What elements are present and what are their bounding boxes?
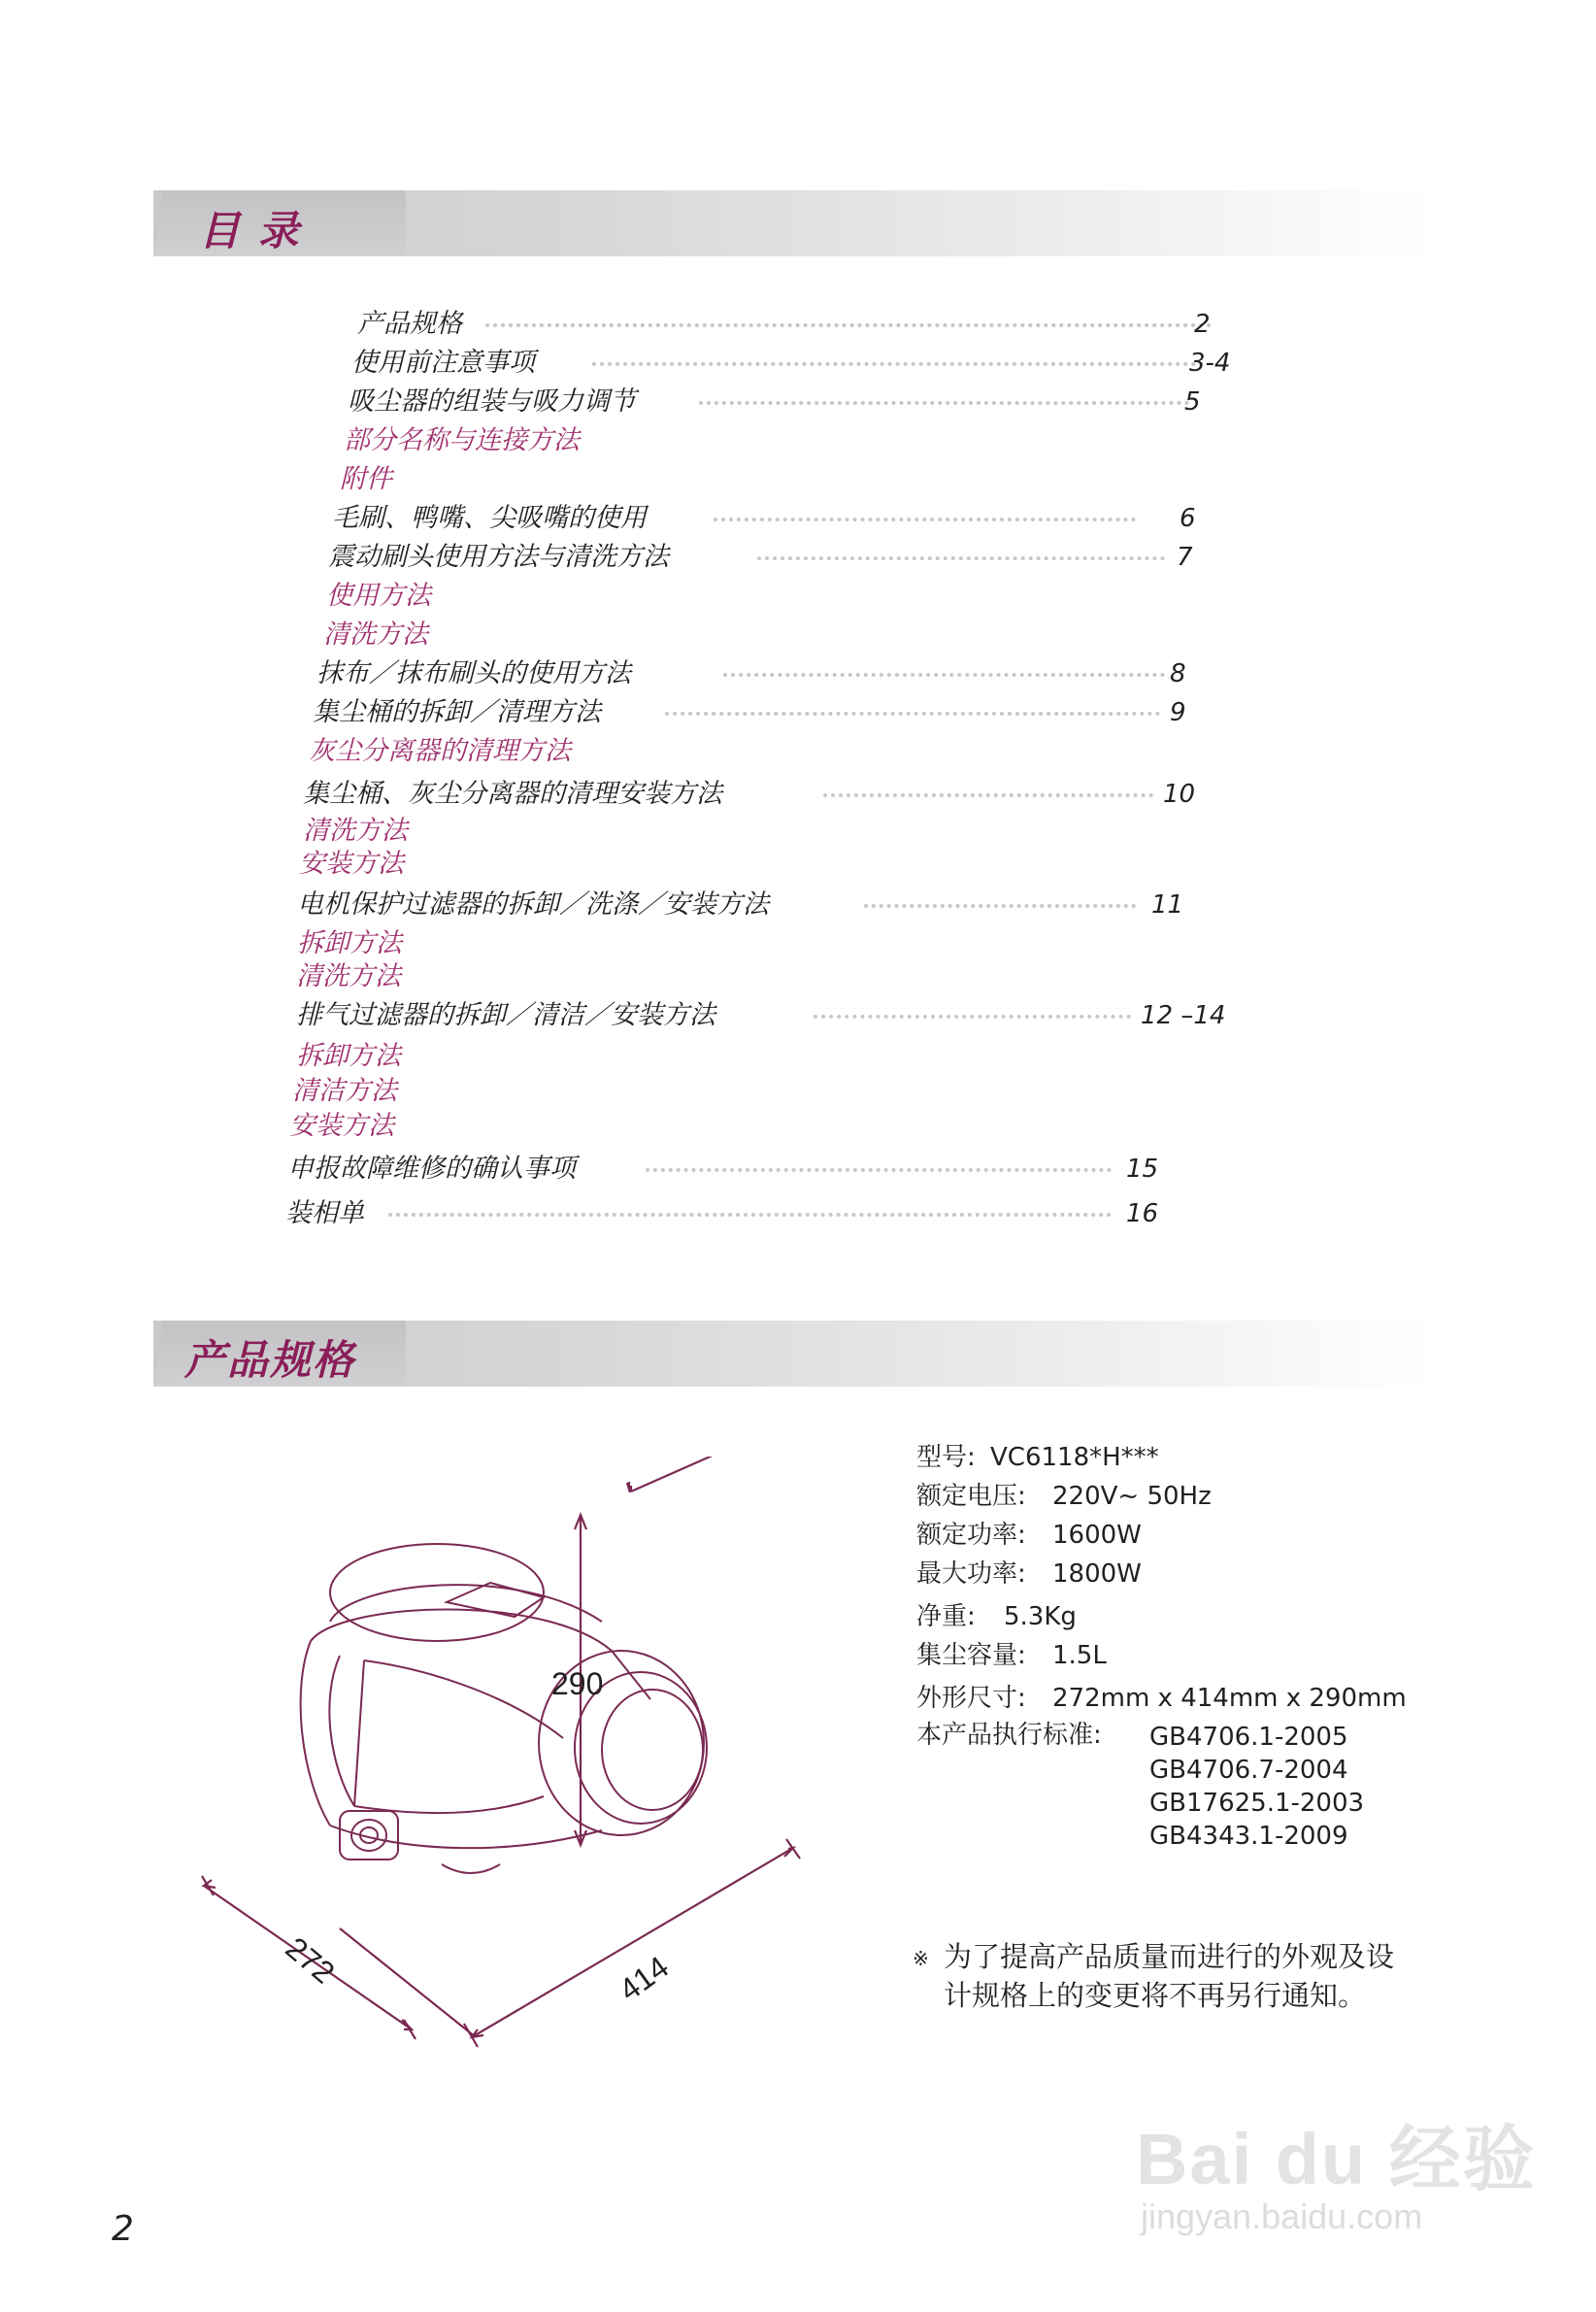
toc-page-number: 15 xyxy=(1126,1155,1159,1184)
toc-entry xyxy=(0,1152,1596,1187)
spec-line xyxy=(916,1519,1142,1552)
toc-entry-label: 装相单 xyxy=(285,1198,364,1228)
toc-subentry xyxy=(0,1039,1596,1074)
toc-entry-label: 电机保护过滤器的拆卸／洗涤／安装方法 xyxy=(297,889,769,920)
toc-leader-dots xyxy=(757,556,1165,560)
spec-line xyxy=(916,1441,1159,1474)
toc-entry xyxy=(0,998,1596,1033)
specs-title: 产品规格 xyxy=(184,1336,356,1384)
toc-header-bar xyxy=(153,190,1435,256)
toc-entry xyxy=(0,777,1596,812)
toc-entry-label: 使用前注意事项 xyxy=(351,348,535,378)
spec-line xyxy=(916,1480,1212,1513)
spec-label: 净重: xyxy=(916,1602,976,1631)
toc-subentry-label: 清洗方法 xyxy=(303,816,408,846)
depth-label: 272 xyxy=(279,1929,342,1991)
toc-subentry xyxy=(0,579,1596,614)
toc-page-number: 11 xyxy=(1151,890,1184,920)
spec-value: 1800W xyxy=(1052,1559,1142,1589)
spec-line xyxy=(916,1682,1407,1715)
toc-subentry-label: 清洗方法 xyxy=(323,620,428,650)
toc-leader-dots xyxy=(665,712,1160,716)
toc-subentry-label: 使用方法 xyxy=(326,581,431,611)
toc-subentry-label: 拆卸方法 xyxy=(297,928,402,958)
spec-label: 外形尺寸: xyxy=(916,1684,1026,1713)
toc-title: 目 录 xyxy=(199,207,301,254)
toc-page-number: 12 –14 xyxy=(1141,1001,1226,1030)
toc-subentry xyxy=(0,423,1596,458)
toc-page-number: 9 xyxy=(1170,698,1186,727)
toc-leader-dots xyxy=(864,904,1136,908)
standard-item: GB17625.1-2003 xyxy=(1149,1789,1365,1818)
toc-entry-label: 抹布／抹布刷头的使用方法 xyxy=(316,658,631,688)
toc-leader-dots xyxy=(723,673,1165,677)
toc-entry xyxy=(0,346,1596,381)
spec-value: 5.3Kg xyxy=(1004,1602,1077,1631)
toc-subentry-label: 安装方法 xyxy=(299,849,404,879)
spec-label: 额定功率: xyxy=(916,1521,1026,1550)
width-dimension-line xyxy=(472,1848,793,2037)
toc-leader-dots xyxy=(388,1213,1112,1217)
toc-subentry-label: 附件 xyxy=(340,464,392,494)
toc-entry xyxy=(0,656,1596,691)
standard-item: GB4343.1-2009 xyxy=(1149,1822,1348,1851)
toc-page-number: 8 xyxy=(1170,659,1186,688)
spec-label: 额定电压: xyxy=(916,1482,1026,1511)
toc-entry-label: 震动刷头使用方法与清洗方法 xyxy=(328,542,669,572)
toc-page-number: 10 xyxy=(1163,780,1196,809)
toc-entry xyxy=(0,501,1596,536)
toc-entry-label: 毛刷、鸭嘴、尖吸嘴的使用 xyxy=(332,503,647,533)
toc-subentry xyxy=(0,1074,1596,1109)
toc-page-number: 2 xyxy=(1194,310,1211,339)
spec-value: 220V~ 50Hz xyxy=(1052,1482,1212,1511)
spec-value: 272mm x 414mm x 290mm xyxy=(1052,1684,1407,1713)
spec-label: 型号: xyxy=(916,1443,976,1472)
standards-label: 本产品执行标准: xyxy=(916,1721,1102,1750)
toc-page-number: 3-4 xyxy=(1189,349,1231,378)
toc-leader-dots xyxy=(646,1168,1112,1172)
toc-leader-dots xyxy=(714,518,1136,521)
toc-subentry xyxy=(0,847,1596,882)
toc-leader-dots xyxy=(823,793,1153,797)
toc-leader-dots xyxy=(485,323,1212,327)
toc-entry-label: 集尘桶、灰尘分离器的清理安装方法 xyxy=(303,779,722,809)
toc-subentry xyxy=(0,462,1596,497)
toc-subentry-label: 部分名称与连接方法 xyxy=(344,425,580,455)
note-text: 为了提高产品质量而进行的外观及设计规格上的变更将不再另行通知。 xyxy=(944,1940,1395,2012)
toc-entry-label: 集尘桶的拆卸／清理方法 xyxy=(313,697,601,727)
toc-page-number: 16 xyxy=(1126,1199,1159,1228)
watermark-logo: Bai du 经验 xyxy=(1136,2119,1537,2199)
page-number: 2 xyxy=(112,2209,134,2249)
watermark-url: jingyan.baidu.com xyxy=(1141,2196,1423,2236)
toc-entry xyxy=(0,888,1596,922)
toc-subentry xyxy=(0,734,1596,769)
spec-line xyxy=(916,1558,1142,1591)
vacuum-body xyxy=(301,1544,707,1873)
toc-leader-dots xyxy=(814,1015,1131,1019)
toc-page-number: 5 xyxy=(1184,387,1201,417)
toc-subentry-label: 安装方法 xyxy=(289,1111,394,1141)
spec-line xyxy=(916,1639,1107,1672)
toc-entry-label: 产品规格 xyxy=(357,309,462,339)
toc-subentry-label: 清洁方法 xyxy=(292,1076,397,1106)
toc-subentry xyxy=(0,1109,1596,1144)
spec-label: 最大功率: xyxy=(916,1559,1026,1589)
toc-entry-label: 申报故障维修的确认事项 xyxy=(287,1154,576,1184)
toc-subentry-label: 拆卸方法 xyxy=(296,1041,401,1071)
toc-leader-dots xyxy=(699,401,1189,405)
toc-entry xyxy=(0,307,1596,342)
toc-entry xyxy=(0,695,1596,730)
toc-page-number: 6 xyxy=(1180,504,1196,533)
toc-entry xyxy=(0,540,1596,575)
toc-subentry xyxy=(0,618,1596,653)
standard-item: GB4706.7-2004 xyxy=(1149,1756,1348,1785)
toc-entry-label: 吸尘器的组装与吸力调节 xyxy=(348,386,636,417)
height-label: 290 xyxy=(551,1666,604,1701)
toc-subentry-label: 灰尘分离器的清理方法 xyxy=(309,736,571,766)
toc-entry xyxy=(0,385,1596,419)
toc-page-number: 7 xyxy=(1177,543,1193,572)
toc-leader-dots xyxy=(592,362,1204,366)
toc-entry xyxy=(0,1196,1596,1231)
spec-value: 1600W xyxy=(1052,1521,1142,1550)
spec-value: VC6118*H*** xyxy=(990,1443,1159,1472)
spec-label: 集尘容量: xyxy=(916,1641,1026,1670)
width-label: 414 xyxy=(612,1949,676,2008)
toc-subentry xyxy=(0,959,1596,994)
standard-item: GB4706.1-2005 xyxy=(1149,1723,1348,1752)
toc-subentry xyxy=(0,814,1596,849)
spec-line xyxy=(916,1600,1077,1633)
vacuum-dimension-diagram xyxy=(194,1457,815,2078)
spec-value: 1.5L xyxy=(1052,1641,1107,1670)
toc-entry-label: 排气过滤器的拆卸／清洁／安装方法 xyxy=(296,1000,715,1030)
toc-subentry-label: 清洗方法 xyxy=(296,961,401,991)
note-mark: ※ xyxy=(913,1947,929,1970)
toc-subentry xyxy=(0,926,1596,961)
